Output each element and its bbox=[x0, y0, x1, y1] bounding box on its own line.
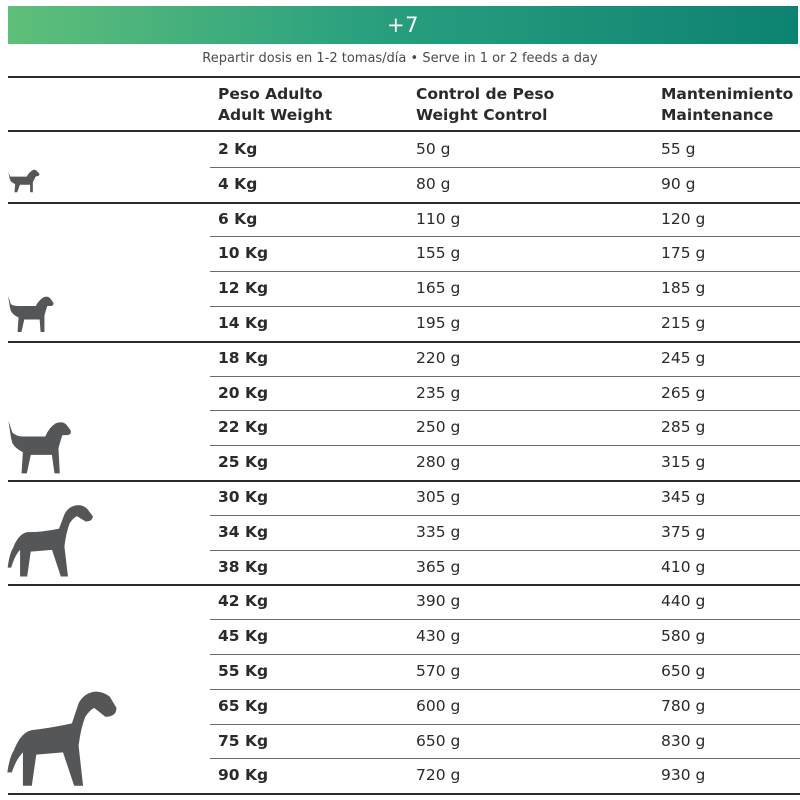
table-row bbox=[0, 376, 800, 411]
weight-cell: 45 Kg bbox=[218, 627, 269, 646]
table-row bbox=[0, 550, 800, 585]
group-separator bbox=[8, 793, 800, 795]
control-cell: 335 g bbox=[416, 522, 461, 541]
control-cell: 165 g bbox=[416, 279, 461, 298]
table-row bbox=[0, 515, 800, 550]
weight-cell: 2 Kg bbox=[218, 140, 258, 158]
table-row bbox=[0, 167, 800, 202]
maintenance-cell: 215 g bbox=[661, 314, 706, 332]
dosage-note: Repartir dosis en 1-2 tomas/día • Serve in 1 or 2 feeds a day bbox=[202, 51, 598, 66]
control-cell: 250 g bbox=[416, 418, 461, 437]
control-cell: 110 g bbox=[416, 209, 461, 228]
header-maintenance bbox=[661, 84, 793, 126]
weight-cell: 25 Kg bbox=[218, 453, 269, 472]
control-cell: 80 g bbox=[416, 174, 451, 193]
weight-cell: 38 Kg bbox=[218, 557, 269, 576]
maintenance-cell: 265 g bbox=[661, 383, 706, 402]
weight-cell: 10 Kg bbox=[218, 244, 269, 263]
weight-cell: 20 Kg bbox=[218, 383, 269, 402]
header-control-en: Weight Control bbox=[416, 106, 548, 124]
maintenance-cell: 830 g bbox=[661, 731, 706, 750]
table-row bbox=[0, 306, 800, 341]
table-row bbox=[0, 689, 800, 724]
table-row bbox=[0, 480, 800, 515]
maintenance-cell: 55 g bbox=[661, 140, 696, 158]
weight-cell: 42 Kg bbox=[218, 592, 269, 611]
weight-cell: 34 Kg bbox=[218, 522, 269, 541]
table-top-rule bbox=[8, 76, 800, 78]
maintenance-cell: 185 g bbox=[661, 279, 706, 298]
maintenance-cell: 345 g bbox=[661, 488, 706, 506]
table-row bbox=[0, 724, 800, 759]
header-control-es: Control de Peso bbox=[416, 85, 555, 103]
table-row bbox=[0, 236, 800, 271]
control-cell: 570 g bbox=[416, 662, 461, 680]
maintenance-cell: 315 g bbox=[661, 453, 706, 472]
table-row bbox=[0, 132, 800, 167]
maintenance-cell: 285 g bbox=[661, 418, 706, 437]
control-cell: 600 g bbox=[416, 696, 461, 715]
table-row bbox=[0, 445, 800, 480]
weight-cell: 75 Kg bbox=[218, 731, 269, 750]
maintenance-cell: 650 g bbox=[661, 662, 706, 680]
table-row bbox=[0, 619, 800, 654]
table-row bbox=[0, 758, 800, 793]
maintenance-cell: 930 g bbox=[661, 766, 706, 785]
control-cell: 365 g bbox=[416, 557, 461, 576]
header-control bbox=[416, 84, 554, 126]
weight-cell: 90 Kg bbox=[218, 766, 269, 785]
control-cell: 720 g bbox=[416, 766, 461, 785]
maintenance-cell: 780 g bbox=[661, 696, 706, 715]
table-row bbox=[0, 410, 800, 445]
header-maintenance-es: Mantenimiento bbox=[661, 85, 794, 103]
maintenance-cell: 580 g bbox=[661, 627, 706, 646]
weight-cell: 30 Kg bbox=[218, 488, 269, 506]
large-dog-icon bbox=[7, 502, 97, 580]
maintenance-cell: 245 g bbox=[661, 348, 706, 367]
medium-dog-icon bbox=[7, 418, 73, 476]
maintenance-cell: 410 g bbox=[661, 557, 706, 576]
weight-cell: 18 Kg bbox=[218, 348, 269, 367]
table-row bbox=[0, 271, 800, 306]
control-cell: 195 g bbox=[416, 314, 461, 332]
banner-title: +7 bbox=[387, 13, 419, 37]
weight-cell: 55 Kg bbox=[218, 662, 269, 680]
control-cell: 50 g bbox=[416, 140, 451, 158]
maintenance-cell: 120 g bbox=[661, 209, 706, 228]
table-row bbox=[0, 654, 800, 689]
giant-dog-icon bbox=[7, 690, 119, 788]
header-weight-en: Adult Weight bbox=[218, 106, 333, 124]
header-weight bbox=[218, 84, 332, 126]
control-cell: 235 g bbox=[416, 383, 461, 402]
control-cell: 390 g bbox=[416, 592, 461, 611]
maintenance-cell: 375 g bbox=[661, 522, 706, 541]
toy-dog-icon bbox=[7, 166, 41, 194]
control-cell: 650 g bbox=[416, 731, 461, 750]
small-dog-icon bbox=[7, 292, 55, 334]
control-cell: 155 g bbox=[416, 244, 461, 263]
weight-cell: 65 Kg bbox=[218, 696, 269, 715]
control-cell: 280 g bbox=[416, 453, 461, 472]
header-maintenance-en: Maintenance bbox=[661, 106, 774, 124]
weight-cell: 14 Kg bbox=[218, 314, 269, 332]
table-row bbox=[0, 202, 800, 237]
weight-cell: 6 Kg bbox=[218, 209, 258, 228]
table-row bbox=[0, 584, 800, 619]
weight-cell: 12 Kg bbox=[218, 279, 269, 298]
maintenance-cell: 175 g bbox=[661, 244, 706, 263]
maintenance-cell: 440 g bbox=[661, 592, 706, 611]
control-cell: 305 g bbox=[416, 488, 461, 506]
weight-cell: 22 Kg bbox=[218, 418, 269, 437]
control-cell: 430 g bbox=[416, 627, 461, 646]
weight-cell: 4 Kg bbox=[218, 174, 258, 193]
maintenance-cell: 90 g bbox=[661, 174, 696, 193]
table-row bbox=[0, 341, 800, 376]
header-weight-es: Peso Adulto bbox=[218, 85, 323, 103]
title-banner bbox=[8, 6, 798, 44]
control-cell: 220 g bbox=[416, 348, 461, 367]
